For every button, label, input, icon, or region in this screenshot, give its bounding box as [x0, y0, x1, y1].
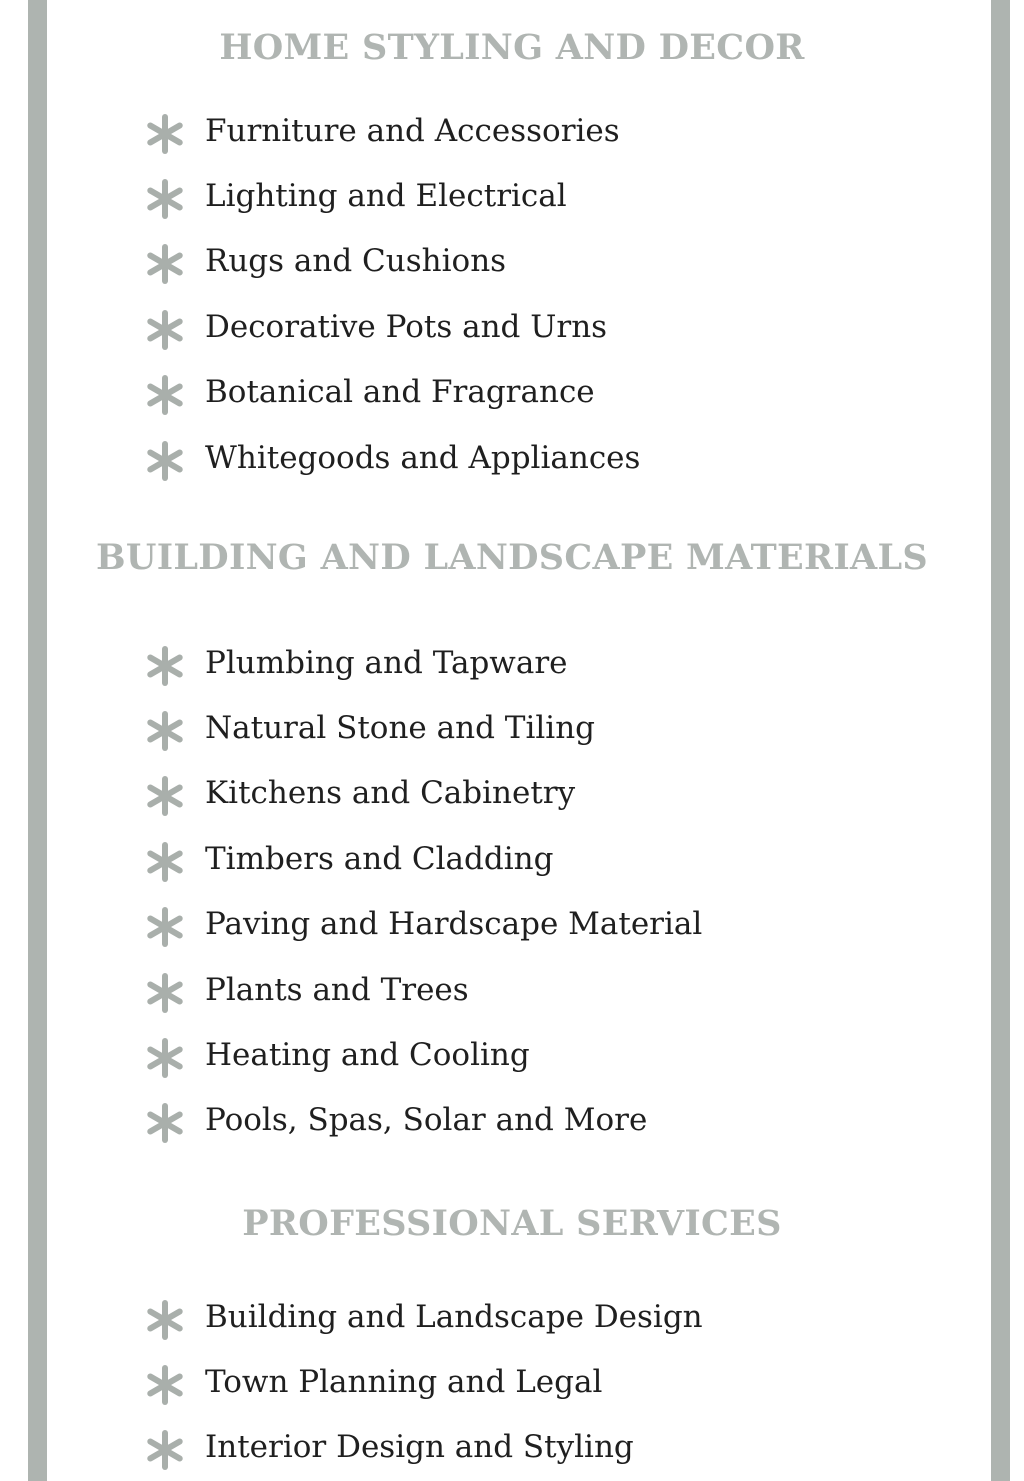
asterisk-icon-graphic: [143, 242, 187, 286]
asterisk-icon-graphic: [143, 177, 187, 221]
list-item[interactable]: [143, 1349, 703, 1414]
list-item[interactable]: [143, 360, 640, 425]
building-materials-list: [143, 630, 702, 1153]
list-item[interactable]: [143, 1284, 703, 1349]
list-item[interactable]: [143, 761, 702, 826]
asterisk-icon-graphic: [143, 373, 187, 417]
list-item[interactable]: [143, 229, 640, 294]
list-item-label: Botanical and Fragrance: [205, 374, 595, 411]
asterisk-icon: [143, 1428, 187, 1472]
asterisk-icon: [143, 308, 187, 352]
section-title-building-materials: BUILDING AND LANDSCAPE MATERIALS: [96, 537, 928, 578]
list-item[interactable]: [143, 1022, 702, 1087]
professional-services-list: [143, 1284, 703, 1480]
asterisk-icon: [143, 644, 187, 688]
list-item-label: Lighting and Electrical: [205, 178, 567, 215]
asterisk-icon-graphic: [143, 1428, 187, 1472]
left-border: [28, 0, 47, 1481]
list-item-label: Interior Design and Styling: [205, 1429, 634, 1466]
asterisk-icon-graphic: [143, 1363, 187, 1407]
list-item[interactable]: [143, 163, 640, 228]
asterisk-icon-graphic: [143, 112, 187, 156]
asterisk-icon: [143, 1298, 187, 1342]
list-item-label: Natural Stone and Tiling: [205, 710, 595, 747]
list-item[interactable]: [143, 98, 640, 163]
list-item-label: Town Planning and Legal: [205, 1364, 603, 1401]
list-item[interactable]: [143, 630, 702, 695]
asterisk-icon-graphic: [143, 840, 187, 884]
list-item[interactable]: [143, 892, 702, 957]
asterisk-icon: [143, 112, 187, 156]
section-title-professional-services: PROFESSIONAL SERVICES: [242, 1203, 782, 1244]
list-item-label: Whitegoods and Appliances: [205, 439, 641, 476]
list-item-label: Decorative Pots and Urns: [205, 308, 608, 345]
list-item[interactable]: [143, 294, 640, 359]
asterisk-icon: [143, 840, 187, 884]
asterisk-icon-graphic: [143, 905, 187, 949]
asterisk-icon: [143, 1101, 187, 1145]
asterisk-icon-graphic: [143, 1036, 187, 1080]
asterisk-icon-graphic: [143, 1101, 187, 1145]
list-item-label: Kitchens and Cabinetry: [205, 775, 576, 812]
asterisk-icon-graphic: [143, 1298, 187, 1342]
home-styling-list: [143, 98, 640, 490]
list-item-label: Rugs and Cushions: [205, 243, 507, 280]
asterisk-icon: [143, 242, 187, 286]
list-item[interactable]: [143, 957, 702, 1022]
asterisk-icon: [143, 971, 187, 1015]
asterisk-icon-graphic: [143, 439, 187, 483]
asterisk-icon-graphic: [143, 709, 187, 753]
asterisk-icon: [143, 373, 187, 417]
asterisk-icon: [143, 709, 187, 753]
list-item[interactable]: [143, 1088, 702, 1153]
asterisk-icon-graphic: [143, 308, 187, 352]
asterisk-icon: [143, 439, 187, 483]
list-item-label: Paving and Hardscape Material: [205, 906, 703, 943]
asterisk-icon-graphic: [143, 644, 187, 688]
list-item-label: Furniture and Accessories: [205, 112, 620, 149]
list-item-label: Timbers and Cladding: [205, 840, 554, 877]
asterisk-icon-graphic: [143, 971, 187, 1015]
list-item[interactable]: [143, 695, 702, 760]
list-item-label: Heating and Cooling: [205, 1037, 530, 1074]
list-item-label: Plants and Trees: [205, 971, 469, 1008]
list-item-label: Building and Landscape Design: [205, 1298, 703, 1335]
list-item[interactable]: [143, 425, 640, 490]
list-item-label: Pools, Spas, Solar and More: [205, 1102, 648, 1139]
right-border: [991, 0, 1010, 1481]
section-title-home-styling: HOME STYLING AND DECOR: [219, 27, 805, 68]
asterisk-icon: [143, 177, 187, 221]
asterisk-icon: [143, 905, 187, 949]
list-item[interactable]: [143, 1415, 703, 1480]
asterisk-icon: [143, 1363, 187, 1407]
list-item-label: Plumbing and Tapware: [205, 644, 568, 681]
asterisk-icon: [143, 1036, 187, 1080]
asterisk-icon-graphic: [143, 774, 187, 818]
asterisk-icon: [143, 774, 187, 818]
list-item[interactable]: [143, 826, 702, 891]
